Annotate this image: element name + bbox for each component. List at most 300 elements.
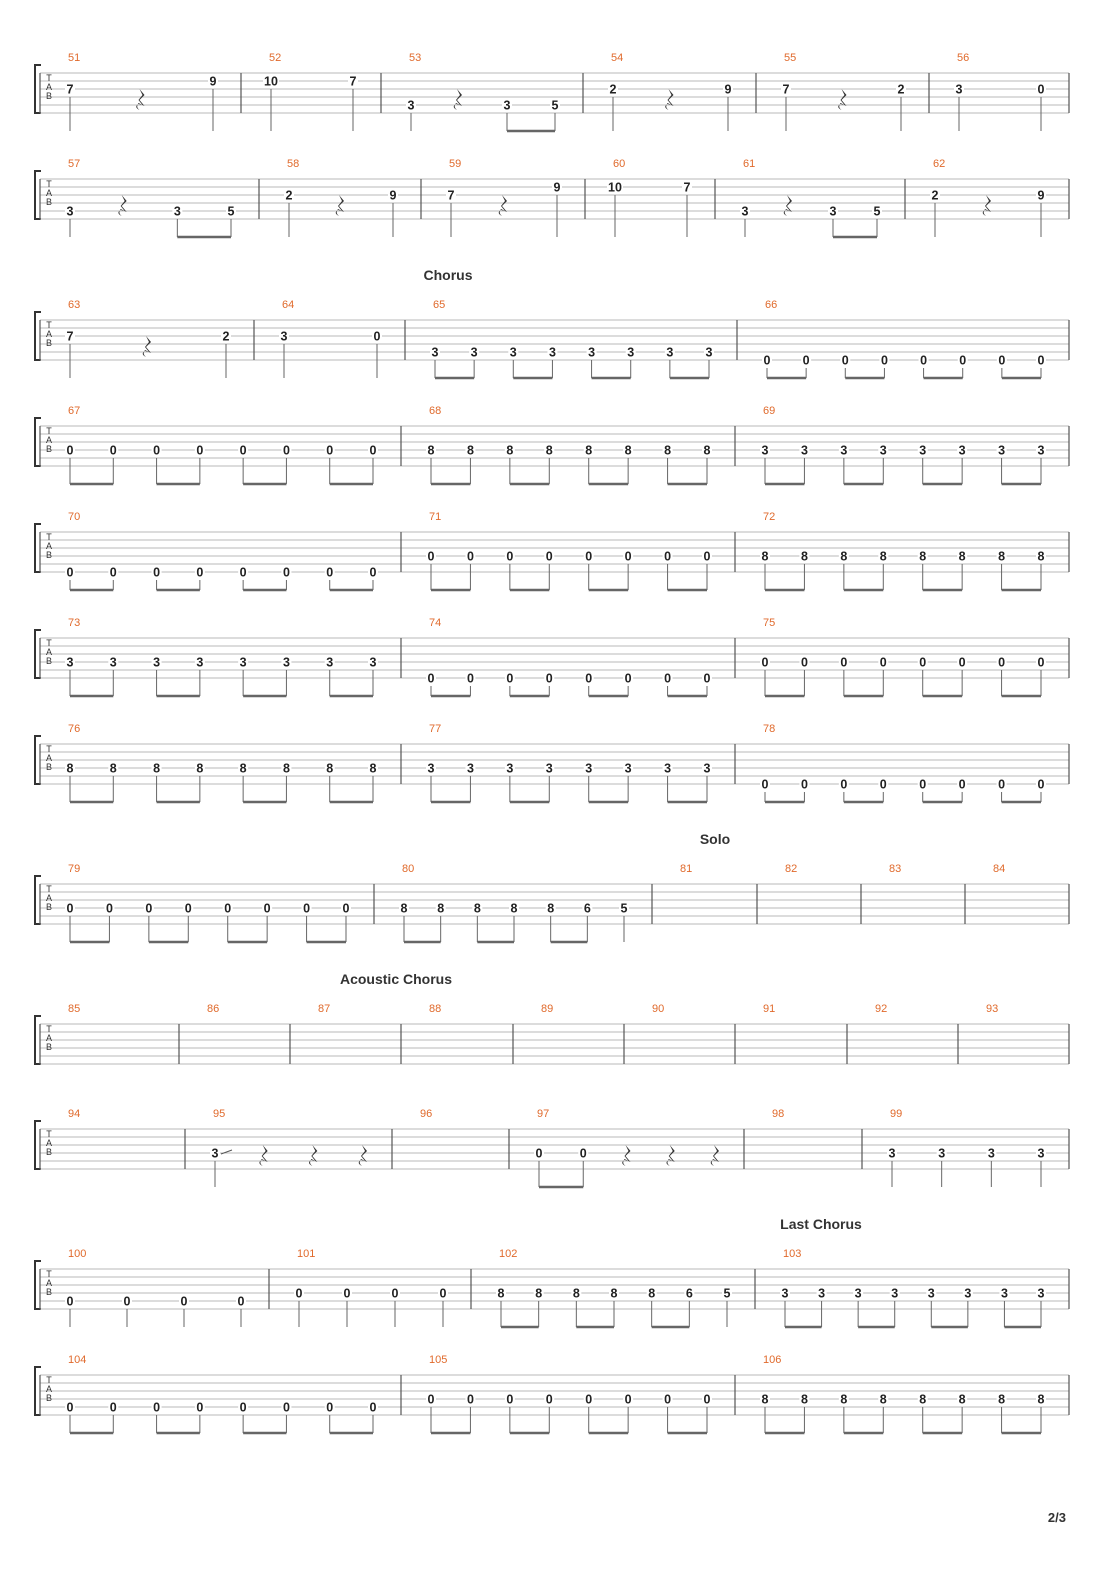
fret-number: 0 (373, 329, 381, 344)
fret-number: 7 (447, 188, 455, 203)
fret-number: 8 (437, 901, 445, 916)
fret-number: 10 (264, 74, 278, 89)
fret-number: 2 (609, 82, 617, 97)
fret-number: 3 (196, 655, 204, 670)
fret-number: 2 (222, 329, 230, 344)
tab-clef-letter: A (45, 1138, 53, 1148)
fret-number: 0 (585, 549, 593, 564)
measure-number: 106 (763, 1354, 782, 1366)
fret-number: 7 (782, 82, 790, 97)
fret-number: 0 (184, 901, 192, 916)
measure-number: 87 (318, 1003, 331, 1015)
staff-row (35, 1003, 1069, 1064)
fret-number: 8 (761, 1392, 769, 1407)
tab-clef-letter: B (45, 1287, 53, 1297)
measure-number: 103 (783, 1248, 802, 1260)
fret-number: 8 (427, 443, 435, 458)
measure-number: 93 (986, 1003, 999, 1015)
tab-clef-letter: T (46, 532, 52, 542)
fret-number: 0 (703, 671, 711, 686)
fret-number: 0 (466, 671, 474, 686)
fret-number: 8 (840, 1392, 848, 1407)
fret-number: 8 (958, 549, 966, 564)
fret-number: 2 (897, 82, 905, 97)
fret-number: 0 (761, 777, 769, 792)
fret-number: 8 (1037, 549, 1045, 564)
fret-number: 3 (627, 345, 635, 360)
fret-number: 0 (664, 549, 672, 564)
fret-number: 0 (545, 671, 553, 686)
fret-number: 3 (919, 443, 927, 458)
fret-number: 3 (987, 1146, 995, 1161)
fret-number: 3 (470, 345, 478, 360)
measure-number: 66 (765, 299, 778, 311)
fret-number: 0 (703, 549, 711, 564)
fret-number: 0 (880, 353, 888, 368)
measure-number: 99 (890, 1108, 903, 1120)
fret-number: 3 (955, 82, 963, 97)
fret-number: 3 (927, 1286, 935, 1301)
fret-number: 0 (1037, 777, 1045, 792)
measure-number: 97 (537, 1108, 550, 1120)
staff-row (35, 52, 1069, 131)
fret-number: 3 (891, 1286, 899, 1301)
fret-number: 3 (703, 761, 711, 776)
fret-number: 3 (888, 1146, 896, 1161)
measure-number: 69 (763, 405, 776, 417)
fret-number: 8 (369, 761, 377, 776)
fret-number: 2 (285, 188, 293, 203)
fret-number: 8 (153, 761, 161, 776)
measure-number: 68 (429, 405, 442, 417)
tab-clef-letter: A (45, 1033, 53, 1043)
fret-number: 3 (781, 1286, 789, 1301)
measure-number: 95 (213, 1108, 226, 1120)
fret-number: 3 (548, 345, 556, 360)
measure-number: 86 (207, 1003, 220, 1015)
fret-number: 0 (920, 353, 928, 368)
tab-clef-letter: T (46, 1129, 52, 1139)
tab-clef-letter: T (46, 638, 52, 648)
tab-clef-letter: B (45, 550, 53, 560)
fret-number: 3 (585, 761, 593, 776)
measure-number: 52 (269, 52, 282, 64)
measure-number: 94 (68, 1108, 81, 1120)
fret-number: 0 (545, 1392, 553, 1407)
fret-number: 3 (705, 345, 713, 360)
fret-number: 3 (1037, 1286, 1045, 1301)
fret-number: 3 (1000, 1286, 1008, 1301)
fret-number: 3 (958, 443, 966, 458)
fret-number: 7 (349, 74, 357, 89)
fret-number: 3 (761, 443, 769, 458)
fret-number: 0 (153, 1400, 161, 1415)
measure-number: 63 (68, 299, 81, 311)
fret-number: 0 (840, 777, 848, 792)
fret-number: 8 (703, 443, 711, 458)
fret-number: 0 (624, 671, 632, 686)
measure-number: 79 (68, 863, 81, 875)
tab-clef-letter: A (45, 82, 53, 92)
fret-number: 3 (211, 1146, 219, 1161)
fret-number: 0 (879, 655, 887, 670)
fret-number: 3 (854, 1286, 862, 1301)
fret-number: 8 (998, 549, 1006, 564)
fret-number: 0 (237, 1294, 245, 1309)
fret-number: 5 (551, 98, 559, 113)
fret-number: 3 (741, 204, 749, 219)
tab-clef-letter: T (46, 179, 52, 189)
fret-number: 8 (239, 761, 247, 776)
tab-clef-letter: B (45, 91, 53, 101)
measure-number: 55 (784, 52, 797, 64)
fret-number: 3 (879, 443, 887, 458)
fret-number: 3 (800, 443, 808, 458)
tab-clef-letter: A (45, 893, 53, 903)
fret-number: 0 (66, 565, 74, 580)
section-heading: Solo (699, 831, 731, 847)
fret-number: 0 (998, 353, 1006, 368)
fret-number: 0 (282, 1400, 290, 1415)
tab-clef-letter: B (45, 338, 53, 348)
tab-clef-letter: A (45, 1278, 53, 1288)
measure-number: 62 (933, 158, 946, 170)
fret-number: 9 (1037, 188, 1045, 203)
measure-number: 84 (993, 863, 1006, 875)
fret-number: 0 (263, 901, 271, 916)
fret-number: 8 (572, 1286, 580, 1301)
quarter-rest (711, 1145, 719, 1166)
fret-number: 9 (389, 188, 397, 203)
fret-number: 5 (873, 204, 881, 219)
fret-number: 0 (295, 1286, 303, 1301)
fret-number: 3 (998, 443, 1006, 458)
fret-number: 0 (879, 777, 887, 792)
fret-number: 0 (800, 777, 808, 792)
fret-number: 0 (841, 353, 849, 368)
quarter-rest (983, 195, 991, 216)
fret-number: 0 (326, 1400, 334, 1415)
fret-number: 0 (761, 655, 769, 670)
measure-number: 75 (763, 617, 776, 629)
measure-number: 71 (429, 511, 442, 523)
tab-clef-letter: B (45, 902, 53, 912)
fret-number: 0 (282, 443, 290, 458)
fret-number: 0 (343, 1286, 351, 1301)
fret-number: 0 (109, 443, 117, 458)
fret-number: 0 (585, 1392, 593, 1407)
fret-number: 0 (224, 901, 232, 916)
page-number: 2/3 (1047, 1510, 1066, 1525)
tab-clef-letter: A (45, 188, 53, 198)
measure-number: 83 (889, 863, 902, 875)
fret-number: 10 (608, 180, 622, 195)
fret-number: 3 (66, 204, 74, 219)
fret-number: 3 (239, 655, 247, 670)
fret-number: 9 (553, 180, 561, 195)
fret-number: 0 (66, 1400, 74, 1415)
measure-number: 104 (68, 1354, 87, 1366)
fret-number: 0 (919, 777, 927, 792)
tab-clef-letter: T (46, 320, 52, 330)
tab-clef-letter: T (46, 426, 52, 436)
fret-number: 3 (173, 204, 181, 219)
quarter-rest (622, 1145, 630, 1166)
fret-number: 3 (588, 345, 596, 360)
measure-number: 61 (743, 158, 756, 170)
fret-number: 8 (535, 1286, 543, 1301)
fret-number: 3 (829, 204, 837, 219)
fret-number: 0 (840, 655, 848, 670)
tab-clef-letter: B (45, 656, 53, 666)
fret-number: 0 (109, 565, 117, 580)
tab-clef-letter: B (45, 1393, 53, 1403)
fret-number: 0 (545, 549, 553, 564)
fret-number: 0 (66, 901, 74, 916)
fret-number: 0 (391, 1286, 399, 1301)
fret-number: 3 (282, 655, 290, 670)
fret-number: 0 (105, 901, 113, 916)
measure-number: 67 (68, 405, 81, 417)
measure-number: 77 (429, 723, 442, 735)
fret-number: 7 (683, 180, 691, 195)
fret-number: 8 (585, 443, 593, 458)
measure-number: 85 (68, 1003, 81, 1015)
measure-number: 64 (282, 299, 295, 311)
measure-number: 92 (875, 1003, 888, 1015)
fret-number: 0 (506, 549, 514, 564)
staff-row (35, 1248, 1069, 1327)
fret-number: 0 (703, 1392, 711, 1407)
tab-clef-letter: A (45, 435, 53, 445)
staff-row (35, 511, 1069, 590)
tab-clef-letter: T (46, 884, 52, 894)
fret-number: 3 (427, 761, 435, 776)
fret-number: 0 (506, 1392, 514, 1407)
fret-number: 0 (466, 1392, 474, 1407)
fret-number: 0 (66, 1294, 74, 1309)
tab-clef-letter: A (45, 329, 53, 339)
fret-number: 8 (610, 1286, 618, 1301)
fret-number: 8 (196, 761, 204, 776)
tab-clef-letter: A (45, 647, 53, 657)
staff-row (35, 299, 1069, 378)
staff-row (35, 158, 1069, 237)
fret-number: 8 (840, 549, 848, 564)
fret-number: 3 (818, 1286, 826, 1301)
measure-number: 74 (429, 617, 442, 629)
quarter-rest (666, 1145, 674, 1166)
fret-number: 8 (400, 901, 408, 916)
measure-number: 76 (68, 723, 81, 735)
fret-number: 0 (66, 443, 74, 458)
measure-number: 78 (763, 723, 776, 735)
staff-row (35, 617, 1069, 696)
fret-number: 8 (547, 901, 555, 916)
fret-number: 3 (624, 761, 632, 776)
measure-number: 89 (541, 1003, 554, 1015)
fret-number: 3 (280, 329, 288, 344)
fret-number: 8 (800, 1392, 808, 1407)
tab-clef-letter: B (45, 1147, 53, 1157)
measure-number: 70 (68, 511, 81, 523)
quarter-rest (499, 195, 507, 216)
fret-number: 0 (763, 353, 771, 368)
fret-number: 3 (326, 655, 334, 670)
fret-number: 5 (620, 901, 628, 916)
staff-row (35, 405, 1069, 484)
fret-number: 2 (931, 188, 939, 203)
measure-number: 72 (763, 511, 776, 523)
fret-number: 0 (800, 655, 808, 670)
fret-number: 8 (879, 1392, 887, 1407)
fret-number: 0 (326, 565, 334, 580)
tab-clef-letter: B (45, 444, 53, 454)
staff-row (35, 723, 1069, 802)
fret-number: 8 (1037, 1392, 1045, 1407)
fret-number: 7 (66, 329, 74, 344)
measure-number: 54 (611, 52, 624, 64)
fret-number: 3 (666, 345, 674, 360)
fret-number: 0 (239, 565, 247, 580)
fret-number: 0 (145, 901, 153, 916)
fret-number: 9 (209, 74, 217, 89)
quarter-rest (665, 89, 673, 110)
fret-number: 0 (153, 443, 161, 458)
fret-number: 3 (1037, 443, 1045, 458)
fret-number: 0 (369, 565, 377, 580)
fret-number: 0 (369, 1400, 377, 1415)
fret-number: 0 (369, 443, 377, 458)
quarter-rest (359, 1145, 367, 1166)
fret-number: 0 (664, 1392, 672, 1407)
fret-number: 3 (369, 655, 377, 670)
fret-number: 0 (427, 1392, 435, 1407)
fret-number: 5 (723, 1286, 731, 1301)
fret-number: 0 (919, 655, 927, 670)
fret-number: 8 (497, 1286, 505, 1301)
measure-number: 88 (429, 1003, 442, 1015)
tab-clef-letter: T (46, 1024, 52, 1034)
fret-number: 3 (466, 761, 474, 776)
tab-clef-letter: T (46, 73, 52, 83)
tab-clef-letter: A (45, 1384, 53, 1394)
fret-number: 8 (648, 1286, 656, 1301)
fret-number: 0 (958, 655, 966, 670)
measure-number: 101 (297, 1248, 316, 1260)
fret-number: 3 (938, 1146, 946, 1161)
fret-number: 3 (1037, 1146, 1045, 1161)
fret-number: 7 (66, 82, 74, 97)
measure-number: 100 (68, 1248, 87, 1260)
fret-number: 8 (919, 1392, 927, 1407)
measure-number: 96 (420, 1108, 433, 1120)
fret-number: 0 (664, 671, 672, 686)
fret-number: 0 (239, 1400, 247, 1415)
fret-number: 8 (506, 443, 514, 458)
fret-number: 0 (579, 1146, 587, 1161)
fret-number: 0 (1037, 655, 1045, 670)
measure-number: 65 (433, 299, 446, 311)
measure-number: 80 (402, 863, 415, 875)
measure-number: 59 (449, 158, 462, 170)
fret-number: 8 (545, 443, 553, 458)
measure-number: 102 (499, 1248, 518, 1260)
quarter-rest (118, 195, 126, 216)
measure-number: 73 (68, 617, 81, 629)
tab-clef-letter: B (45, 1042, 53, 1052)
fret-number: 6 (685, 1286, 693, 1301)
fret-number: 0 (303, 901, 311, 916)
fret-number: 8 (761, 549, 769, 564)
quarter-rest (309, 1145, 317, 1166)
fret-number: 0 (342, 901, 350, 916)
fret-number: 8 (326, 761, 334, 776)
quarter-rest (136, 89, 144, 110)
fret-number: 8 (800, 549, 808, 564)
fret-number: 0 (959, 353, 967, 368)
fret-number: 8 (919, 549, 927, 564)
fret-number: 0 (196, 1400, 204, 1415)
measure-number: 56 (957, 52, 970, 64)
fret-number: 0 (1037, 353, 1045, 368)
fret-number: 0 (123, 1294, 131, 1309)
measure-number: 82 (785, 863, 798, 875)
measure-number: 81 (680, 863, 693, 875)
fret-number: 9 (724, 82, 732, 97)
fret-number: 0 (624, 1392, 632, 1407)
quarter-rest (838, 89, 846, 110)
fret-number: 0 (239, 443, 247, 458)
fret-number: 0 (585, 671, 593, 686)
fret-number: 8 (510, 901, 518, 916)
fret-number: 8 (624, 443, 632, 458)
section-heading: Last Chorus (780, 1216, 862, 1232)
fret-number: 3 (153, 655, 161, 670)
quarter-rest (336, 195, 344, 216)
fret-number: 8 (879, 549, 887, 564)
fret-number: 0 (506, 671, 514, 686)
fret-number: 3 (545, 761, 553, 776)
fret-number: 0 (153, 565, 161, 580)
fret-number: 8 (466, 443, 474, 458)
fret-number: 3 (66, 655, 74, 670)
fret-number: 8 (66, 761, 74, 776)
fret-number: 8 (282, 761, 290, 776)
fret-number: 0 (802, 353, 810, 368)
measure-number: 58 (287, 158, 300, 170)
quarter-rest (143, 336, 151, 357)
fret-number: 5 (227, 204, 235, 219)
fret-number: 3 (840, 443, 848, 458)
fret-number: 8 (664, 443, 672, 458)
fret-number: 3 (109, 655, 117, 670)
staff-row (35, 863, 1069, 942)
fret-number: 8 (473, 901, 481, 916)
fret-number: 0 (196, 565, 204, 580)
fret-number: 0 (427, 671, 435, 686)
fret-number: 0 (196, 443, 204, 458)
staff-row (35, 1354, 1069, 1433)
tab-clef-letter: T (46, 1375, 52, 1385)
quarter-rest (454, 89, 462, 110)
quarter-rest (259, 1145, 267, 1166)
fret-number: 8 (998, 1392, 1006, 1407)
fret-number: 8 (958, 1392, 966, 1407)
fret-number: 3 (431, 345, 439, 360)
measure-number: 60 (613, 158, 626, 170)
fret-number: 8 (109, 761, 117, 776)
